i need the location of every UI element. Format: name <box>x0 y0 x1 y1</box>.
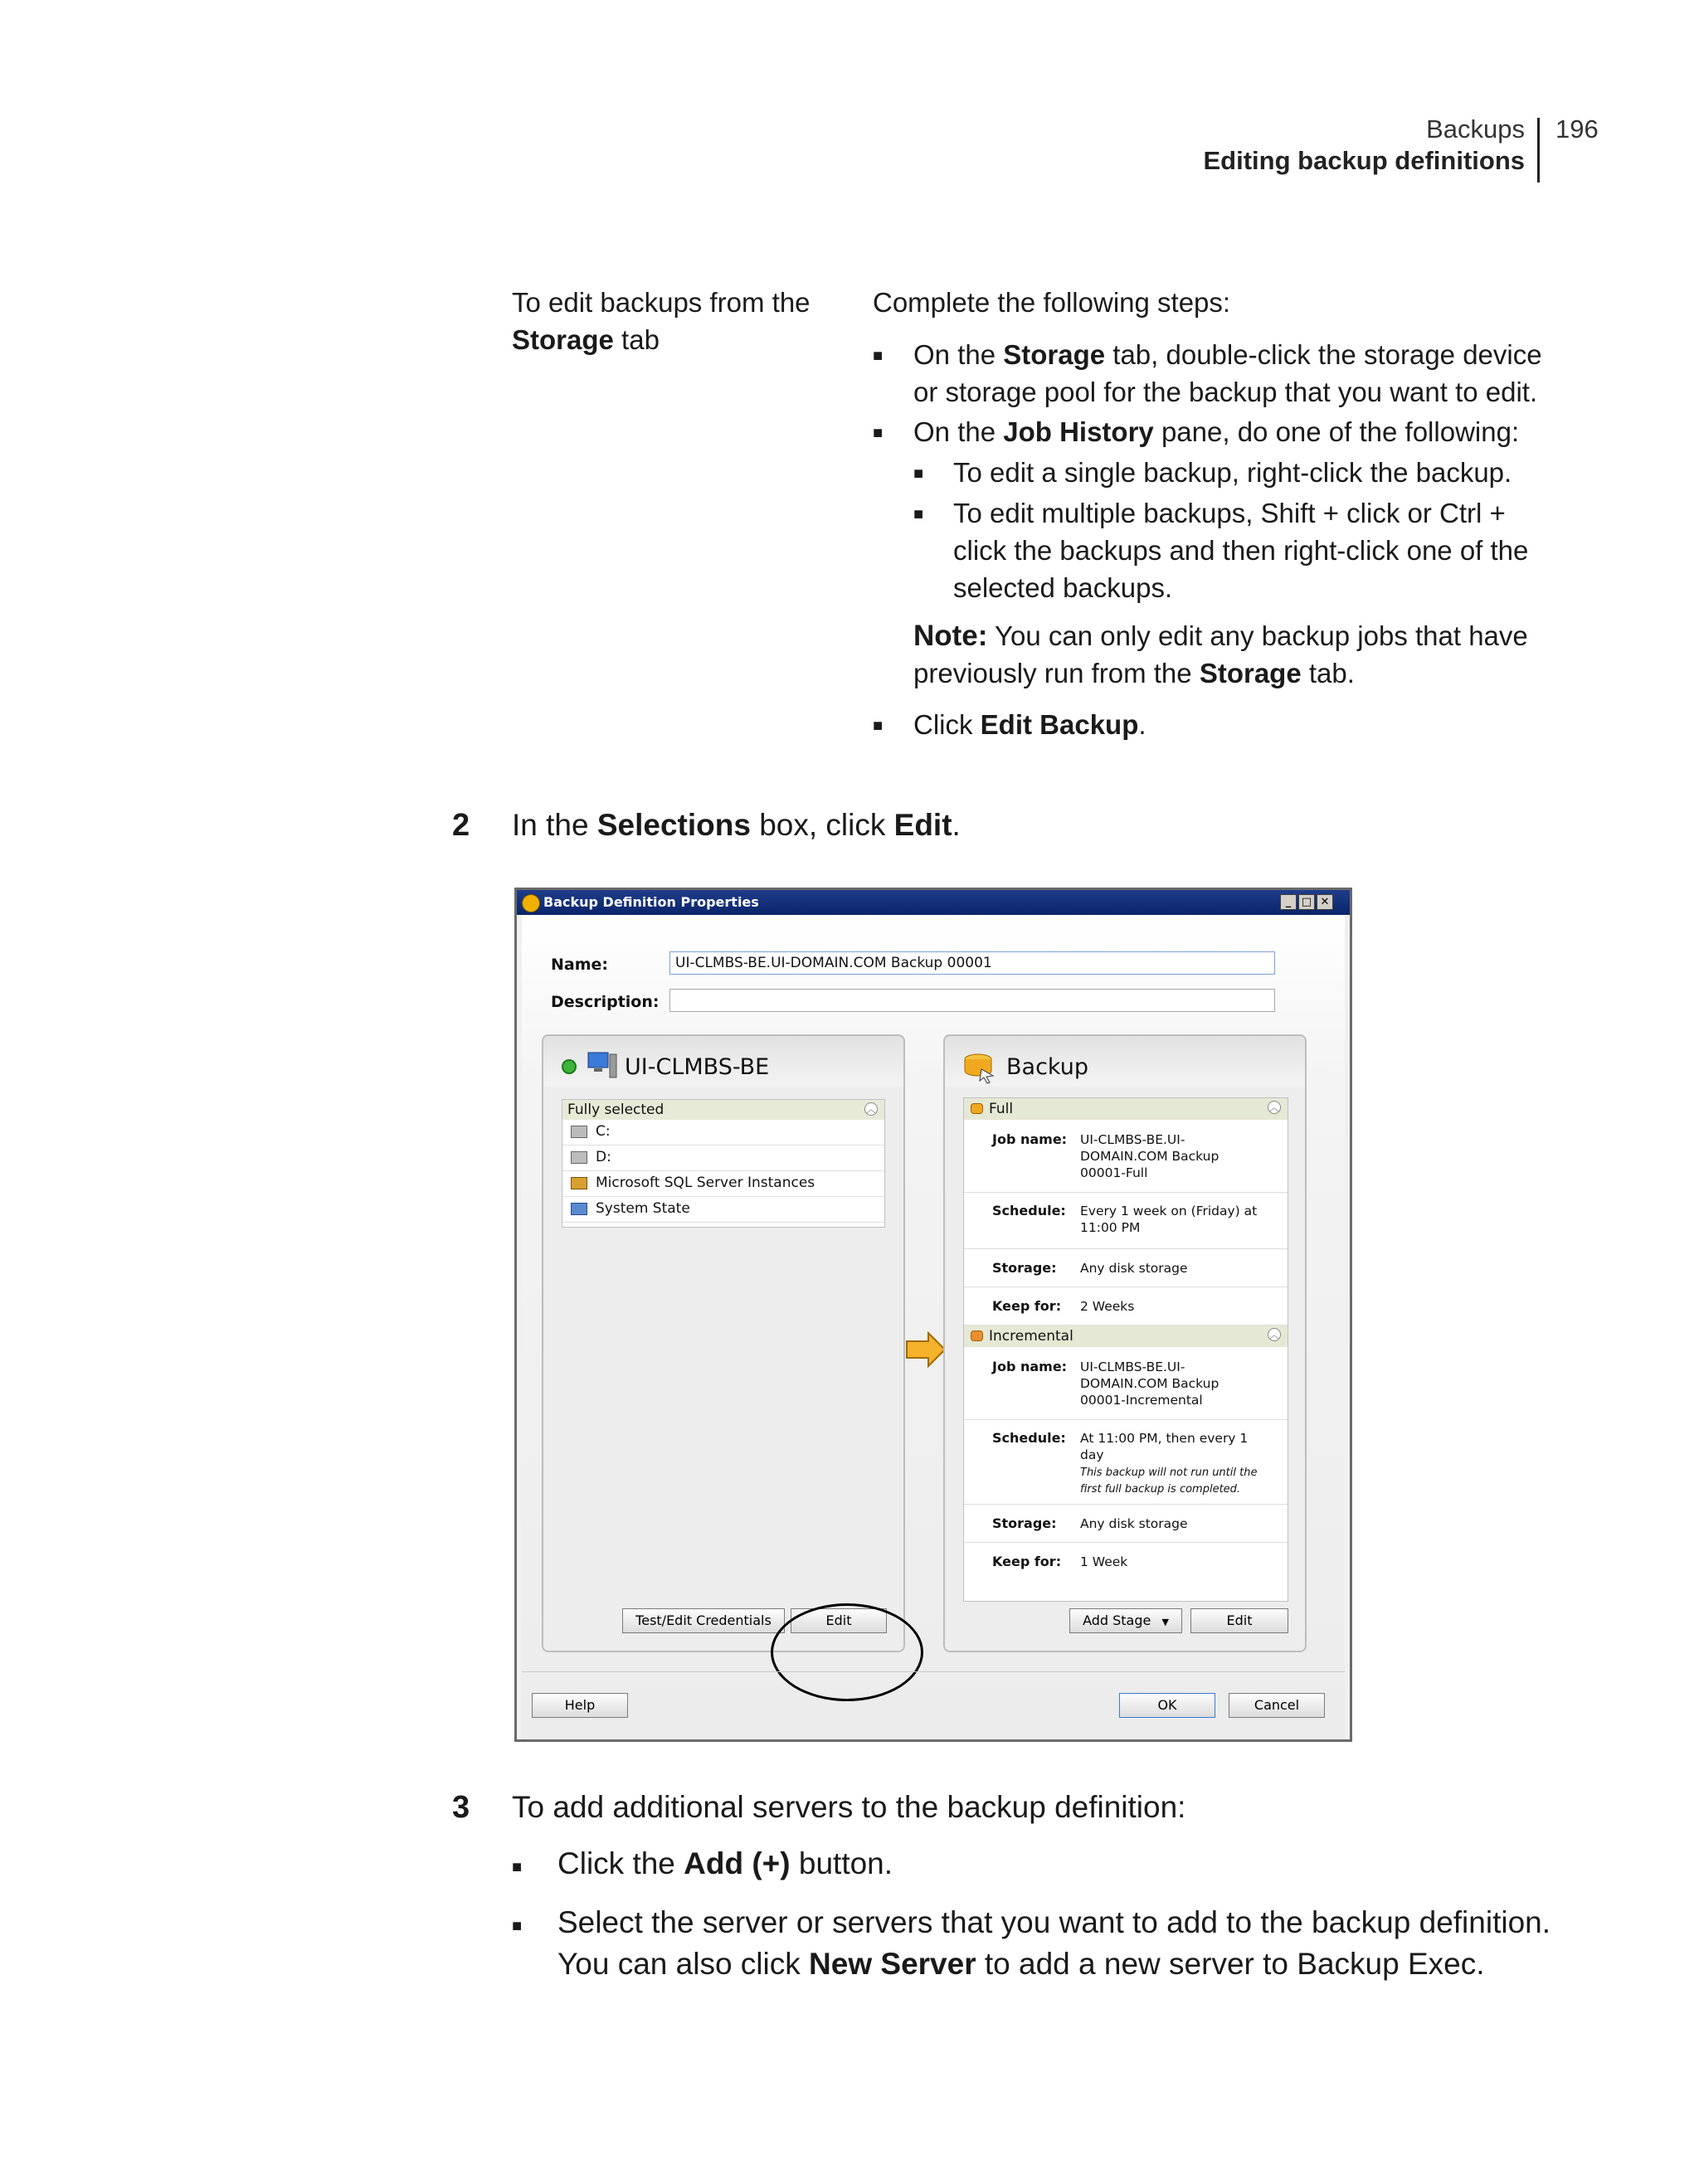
description-label: Description: <box>551 993 660 1011</box>
intro-bullet-3: Click Edit Backup. <box>913 709 1146 740</box>
collapse-icon[interactable]: ︿ <box>1268 1328 1281 1341</box>
incremental-schedule-row: Schedule: At 11:00 PM, then every 1 day This backup will not run until the first full backup is completed. <box>964 1420 1288 1505</box>
bullet-icon: ■ <box>873 717 884 735</box>
server-computer-icon <box>587 1051 618 1081</box>
incremental-storage-row: Storage: Any disk storage <box>964 1505 1288 1543</box>
collapse-icon[interactable]: ︿ <box>864 1102 878 1116</box>
backup-edit-button[interactable]: Edit <box>1190 1608 1288 1633</box>
complete-steps-text: Complete the following steps: <box>873 287 1231 318</box>
test-edit-credentials-button[interactable]: Test/Edit Credentials <box>622 1608 785 1633</box>
intro-subbullet-2: To edit multiple backups, Shift + click or Ctrl + click the backups and then right-click one of the selected backups. <box>953 498 1529 603</box>
list-item[interactable]: Microsoft SQL Server Instances <box>562 1171 884 1197</box>
header-title: Editing backup definitions <box>1203 146 1525 175</box>
bullet-icon: ■ <box>512 1858 523 1876</box>
list-item[interactable]: System State <box>562 1197 884 1223</box>
drive-icon <box>571 1151 587 1164</box>
intro-left-cell <box>512 284 811 358</box>
step-3-bullet-1: Click the Add (+) button. <box>557 1846 893 1880</box>
system-state-icon <box>571 1203 587 1215</box>
sql-server-icon <box>571 1177 587 1189</box>
page-number: 196 <box>1555 114 1599 143</box>
bullet-icon: ■ <box>873 347 884 365</box>
collapse-icon[interactable]: ︿ <box>1268 1101 1281 1114</box>
add-stage-button[interactable]: Add Stage ▼ <box>1069 1608 1182 1633</box>
stage-incremental-header[interactable]: Incremental ︿ <box>964 1325 1288 1347</box>
intro-bullet-2: On the Job History pane, do one of the following: <box>913 416 1520 447</box>
selection-list-header: Fully selected ︿ <box>562 1100 884 1120</box>
selections-panel <box>542 1034 905 1652</box>
backup-definition-dialog <box>514 888 1352 1742</box>
step-2-text: In the Selections box, click Edit. <box>512 808 961 842</box>
backup-panel <box>943 1034 1307 1652</box>
intro-left-line2: Storage tab <box>512 324 660 355</box>
list-item[interactable]: C: <box>562 1120 884 1146</box>
stage-full-header[interactable]: Full ︿ <box>964 1098 1288 1120</box>
backup-stages-list[interactable] <box>963 1097 1288 1602</box>
incremental-job-name-row: Job name: UI-CLMBS-BE.UI- DOMAIN.COM Backup 00001-Incremental <box>964 1347 1288 1420</box>
name-label: Name: <box>551 956 609 974</box>
name-field[interactable]: UI-CLMBS-BE.UI-DOMAIN.COM Backup 00001 <box>669 951 1275 975</box>
intro-left-line1: To edit backups from the <box>512 287 811 318</box>
selection-list[interactable] <box>562 1099 885 1228</box>
close-icon[interactable]: ✕ <box>1317 894 1333 910</box>
bullet-icon: ■ <box>873 424 884 442</box>
backup-panel-title: Backup <box>1006 1054 1088 1080</box>
dropdown-arrow-icon: ▼ <box>1161 1617 1169 1627</box>
incremental-backup-icon <box>971 1330 983 1341</box>
server-name: UI-CLMBS-BE <box>625 1054 770 1080</box>
full-job-name-row: Job name: UI-CLMBS-BE.UI- DOMAIN.COM Backup 00001-Full <box>964 1120 1288 1193</box>
full-storage-row: Storage: Any disk storage <box>964 1249 1288 1287</box>
incremental-keep-row: Keep for: 1 Week <box>992 1554 1128 1569</box>
minimize-icon[interactable]: _ <box>1280 894 1297 910</box>
ok-button[interactable]: OK <box>1119 1693 1215 1718</box>
bullet-icon: ■ <box>512 1917 523 1935</box>
dialog-body <box>522 915 1345 1739</box>
dialog-titlebar <box>517 890 1350 915</box>
bullet-icon: ■ <box>913 465 924 483</box>
drive-icon <box>571 1126 587 1138</box>
step-3-number: 3 <box>452 1790 470 1825</box>
list-item[interactable]: D: <box>562 1146 884 1171</box>
description-field[interactable] <box>669 989 1275 1012</box>
highlight-circle <box>771 1603 923 1701</box>
intro-note: Note: You can only edit any backup jobs that have previously run from the Storage tab. <box>913 620 1528 688</box>
backup-exec-icon <box>522 894 540 912</box>
arrow-right-icon <box>905 1331 947 1368</box>
full-backup-icon <box>971 1103 983 1114</box>
step-2-number: 2 <box>452 808 470 843</box>
dialog-title: Backup Definition Properties <box>543 894 759 910</box>
help-button[interactable]: Help <box>532 1693 628 1718</box>
cancel-button[interactable]: Cancel <box>1229 1693 1325 1718</box>
full-schedule-row: Schedule: Every 1 week on (Friday) at 11:00 PM <box>964 1193 1288 1249</box>
step-3-text: To add additional servers to the backup definition: <box>512 1790 1186 1824</box>
header-section: Backups <box>1426 114 1525 143</box>
step-3-bullet-2: Select the server or servers that you want to add to the backup definition. You can also click New Server to add a new server to Backup Exec. <box>557 1905 1551 1981</box>
intro-subbullet-1: To edit a single backup, right-click the backup. <box>953 457 1512 488</box>
header-divider <box>1537 118 1540 182</box>
selections-edit-button[interactable]: Edit <box>791 1608 887 1633</box>
backup-icon <box>963 1051 996 1084</box>
status-ok-icon <box>562 1059 577 1074</box>
full-keep-row: Keep for: 2 Weeks <box>964 1287 1288 1325</box>
maximize-icon[interactable]: □ <box>1298 894 1315 910</box>
intro-bullet-1: On the Storage tab, double-click the storage device or storage pool for the backup that you want to edit. <box>913 339 1542 407</box>
bullet-icon: ■ <box>913 505 924 523</box>
footer-divider <box>522 1671 1345 1672</box>
